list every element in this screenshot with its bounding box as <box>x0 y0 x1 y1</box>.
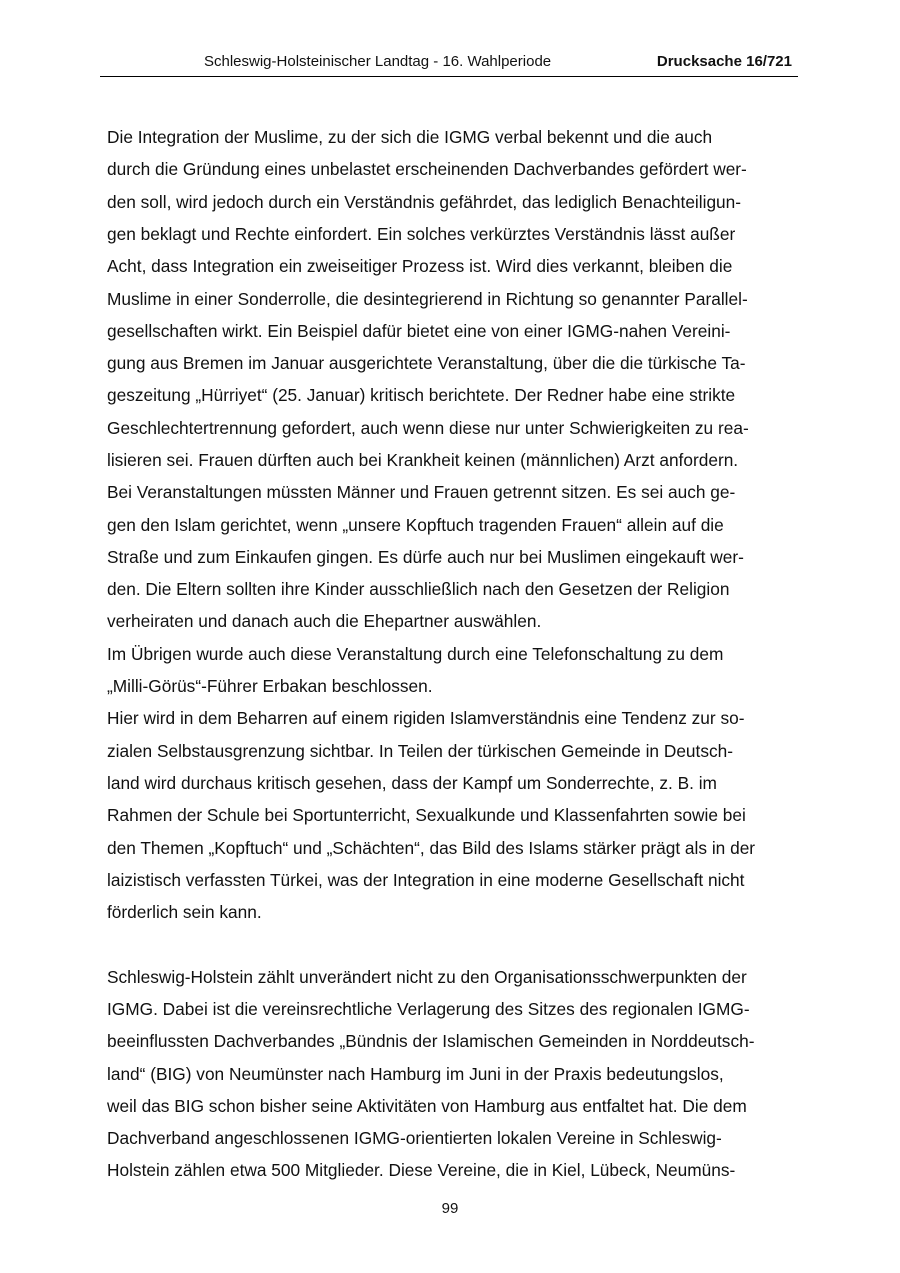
text-line: verheiraten und danach auch die Ehepartner auswählen. <box>107 611 542 631</box>
text-line: Dachverband angeschlossenen IGMG-orientierten lokalen Vereine in Schleswig- <box>107 1128 722 1148</box>
text-line: „Milli-Görüs“-Führer Erbakan beschlossen. <box>107 676 433 696</box>
text-line: zialen Selbstausgrenzung sichtbar. In Teilen der türkischen Gemeinde in Deutsch- <box>107 741 733 761</box>
page-header <box>100 52 798 77</box>
text-line: gesellschaften wirkt. Ein Beispiel dafür bietet eine von einer IGMG-nahen Vereini- <box>107 321 731 341</box>
text-line: beeinflussten Dachverbandes „Bündnis der Islamischen Gemeinden in Norddeutsch- <box>107 1031 755 1051</box>
text-line: Holstein zählen etwa 500 Mitglieder. Diese Vereine, die in Kiel, Lübeck, Neumüns- <box>107 1160 736 1180</box>
header-document-number: Drucksache 16/721 <box>656 53 792 70</box>
text-line: gen beklagt und Rechte einfordert. Ein solches verkürztes Verständnis lässt außer <box>107 224 736 244</box>
text-line: Im Übrigen wurde auch diese Veranstaltung durch eine Telefonschaltung zu dem <box>107 644 724 664</box>
text-line: land wird durchaus kritisch gesehen, dass der Kampf um Sonderrechte, z. B. im <box>107 773 717 793</box>
text-line: Bei Veranstaltungen müssten Männer und Frauen getrennt sitzen. Es sei auch ge- <box>107 482 736 502</box>
text-line: den Themen „Kopftuch“ und „Schächten“, das Bild des Islams stärker prägt als in der <box>107 838 756 858</box>
text-line: lisieren sei. Frauen dürften auch bei Krankheit keinen (männlichen) Arzt anfordern. <box>107 450 739 470</box>
text-line: Acht, dass Integration ein zweiseitiger Prozess ist. Wird dies verkannt, bleiben die <box>107 256 733 276</box>
text-line: geszeitung „Hürriyet“ (25. Januar) kritisch berichtete. Der Redner habe eine strikte <box>107 385 736 405</box>
text-line: Straße und zum Einkaufen gingen. Es dürfe auch nur bei Muslimen eingekauft wer- <box>107 547 744 567</box>
text-line: IGMG. Dabei ist die vereinsrechtliche Verlagerung des Sitzes des regionalen IGMG- <box>107 999 750 1019</box>
text-line: laizistisch verfassten Türkei, was der Integration in eine moderne Gesellschaft nicht <box>107 870 745 890</box>
page-number: 99 <box>441 1200 459 1217</box>
text-line: den. Die Eltern sollten ihre Kinder ausschließlich nach den Gesetzen der Religion <box>107 579 730 599</box>
text-line: Rahmen der Schule bei Sportunterricht, Sexualkunde und Klassenfahrten sowie bei <box>107 805 746 825</box>
text-line: weil das BIG schon bisher seine Aktivitäten von Hamburg aus entfaltet hat. Die dem <box>107 1096 747 1116</box>
text-line: Hier wird in dem Beharren auf einem rigiden Islamverständnis eine Tendenz zur so- <box>107 708 745 728</box>
text-line: gung aus Bremen im Januar ausgerichtete Veranstaltung, über die die türkische Ta- <box>107 353 746 373</box>
text-line: Muslime in einer Sonderrolle, die desintegrierend in Richtung so genannter Parallel- <box>107 289 748 309</box>
text-line: Geschlechtertrennung gefordert, auch wenn diese nur unter Schwierigkeiten zu rea- <box>107 418 749 438</box>
text-line: land“ (BIG) von Neumünster nach Hamburg im Juni in der Praxis bedeutungslos, <box>107 1064 724 1084</box>
text-line: Die Integration der Muslime, zu der sich die IGMG verbal bekennt und die auch <box>107 127 713 147</box>
text-line: gen den Islam gerichtet, wenn „unsere Kopftuch tragenden Frauen“ allein auf die <box>107 515 724 535</box>
header-title: Schleswig-Holsteinischer Landtag - 16. Wahlperiode <box>204 53 552 70</box>
text-line: durch die Gründung eines unbelastet erscheinenden Dachverbandes gefördert wer- <box>107 159 747 179</box>
text-line: Schleswig-Holstein zählt unverändert nicht zu den Organisationsschwerpunkten der <box>107 967 747 987</box>
text-line: den soll, wird jedoch durch ein Verständnis gefährdet, das lediglich Benachteiligun- <box>107 192 742 212</box>
text-line: förderlich sein kann. <box>107 902 262 922</box>
